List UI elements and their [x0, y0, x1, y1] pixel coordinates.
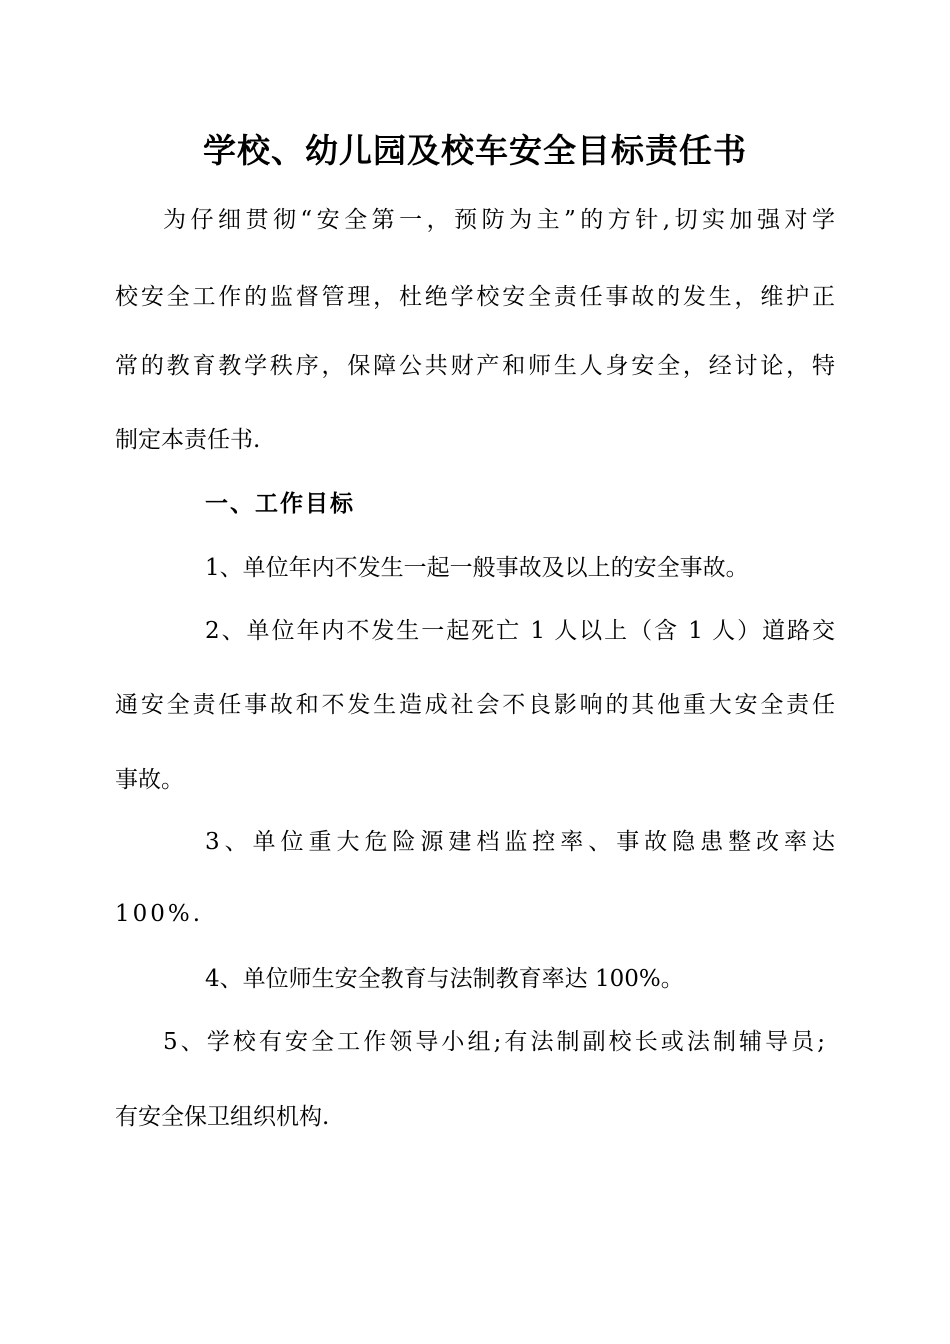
goal-item-3-line-2: 100%. [115, 901, 204, 927]
goal-item-2-line-1: 2、单位年内不发生一起死亡 1 人以上（含 1 人）道路交 [205, 618, 835, 644]
goal-item-2-line-2: 通安全责任事故和不发生造成社会不良影响的其他重大安全责任 [115, 692, 835, 718]
intro-line-2: 校安全工作的监督管理，杜绝学校安全责任事故的发生，维护正 [115, 284, 835, 310]
goal-item-5-line-1: 5、学校有安全工作领导小组;有法制副校长或法制辅导员; [163, 1029, 825, 1055]
goal-item-2-line-3: 事故。 [115, 767, 184, 793]
goal-item-5-line-2: 有安全保卫组织机构. [115, 1104, 330, 1130]
section-heading: 一、工作目标 [205, 491, 355, 517]
document-title: 学校、幼儿园及校车安全目标责任书 [203, 131, 747, 170]
intro-line-4: 制定本责任书. [115, 427, 261, 453]
goal-item-1: 1、单位年内不发生一起一般事故及以上的安全事故。 [205, 555, 749, 581]
intro-line-1: 为仔细贯彻“安全第一，预防为主”的方针,切实加强对学 [163, 207, 835, 233]
goal-item-4: 4、单位师生安全教育与法制教育率达 100%。 [205, 966, 684, 992]
intro-line-3: 常的教育教学秩序，保障公共财产和师生人身安全，经讨论，特 [115, 353, 835, 379]
goal-item-3-line-1: 3、单位重大危险源建档监控率、事故隐患整改率达 [205, 829, 835, 855]
